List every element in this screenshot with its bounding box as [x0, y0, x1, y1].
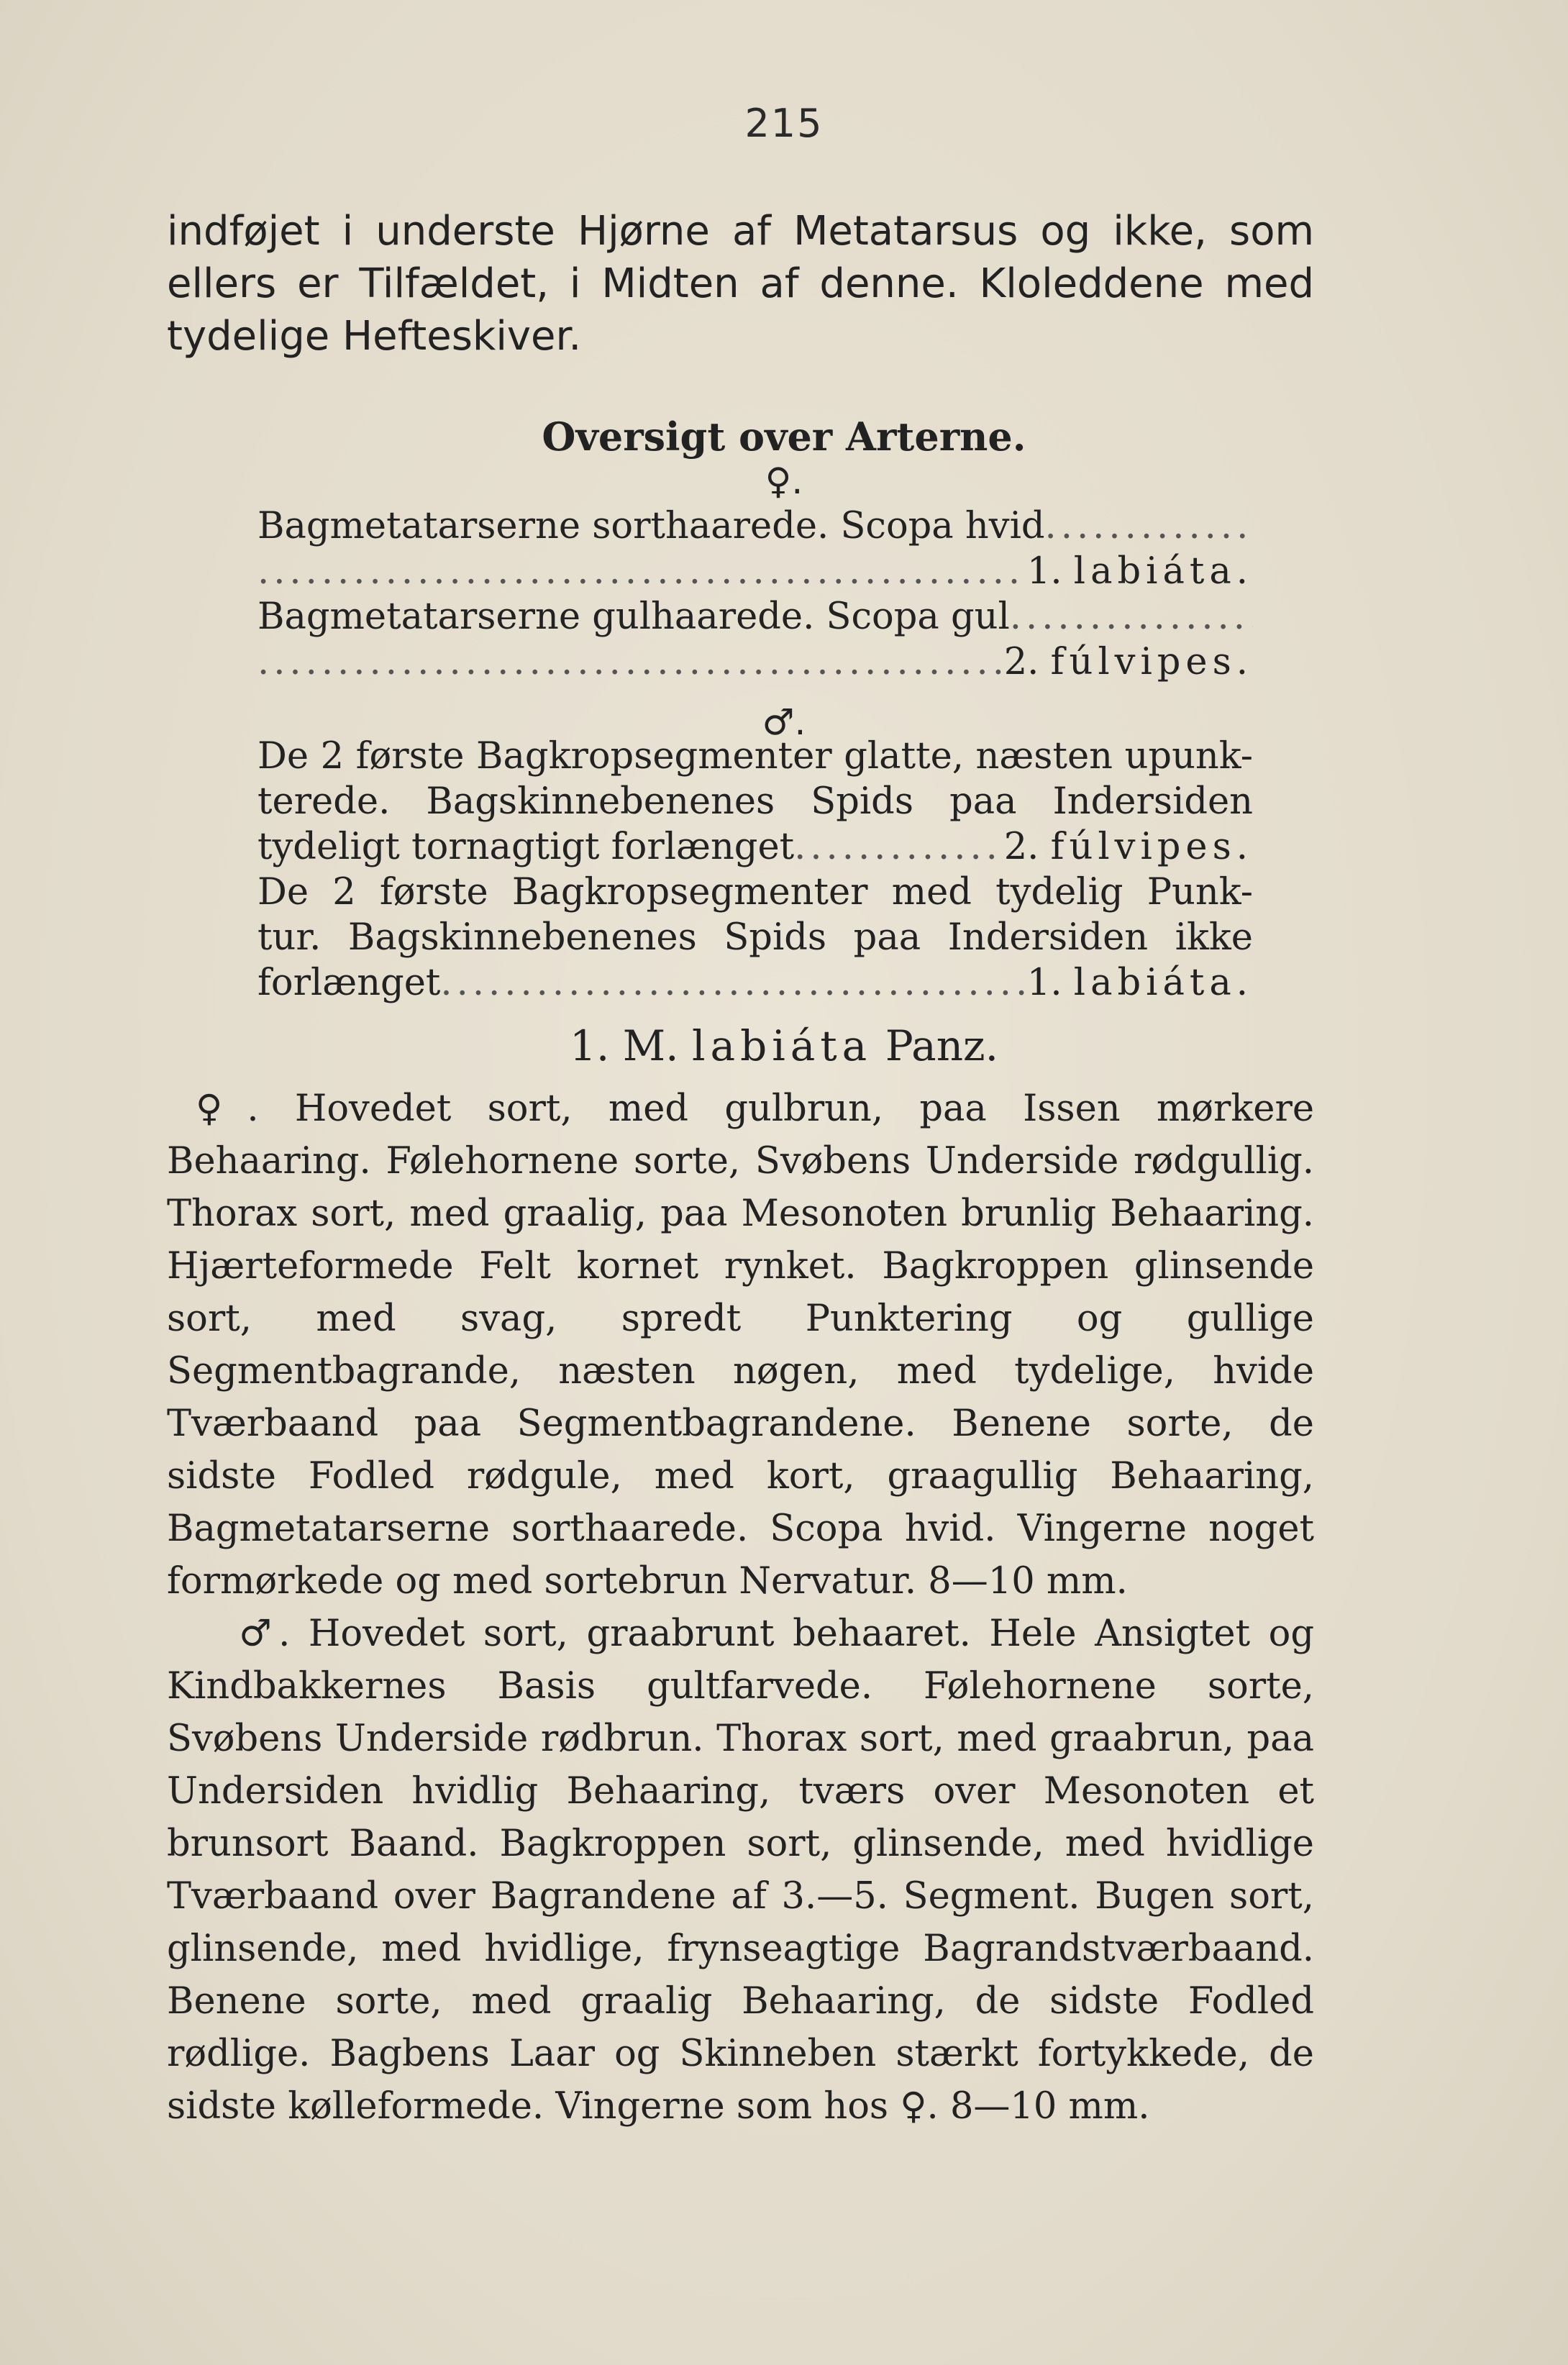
species-description	[167, 1083, 1314, 2133]
leader-dots	[257, 549, 1027, 594]
female-symbol: ♀.	[765, 460, 803, 502]
key-entry-number: 1.	[1026, 962, 1062, 1004]
leader-dots	[794, 824, 1004, 870]
key-entry-species: fúlvipes.	[1050, 826, 1253, 868]
leader-dots	[1045, 503, 1253, 549]
key-entry-line	[257, 779, 1253, 824]
key-entry-number: 2.	[1003, 826, 1039, 868]
leader-dots	[1010, 594, 1253, 639]
key-entry-line	[257, 594, 1253, 639]
key-entry-result	[257, 549, 1253, 594]
key-entry-text: Bagmetatarserne sorthaarede. Scopa hvid	[257, 505, 1045, 547]
male-key	[257, 734, 1253, 1006]
key-entry-result	[257, 639, 1253, 685]
species-author: Panz.	[885, 1021, 999, 1070]
species-name: labiáta	[691, 1021, 872, 1070]
key-entry-text: tydeligt tornagtigt forlænget	[257, 826, 795, 868]
key-entry-line	[257, 503, 1253, 549]
female-description: ♀. Hovedet sort, med gulbrun, paa Issen mørkere Behaaring. Følehornene sorte, Svøbens Underside rødgullig. Thorax sort, med graalig, paa Mesonoten brunlig Behaaring. Hjærteformede Felt kornet rynket. Bagkroppen glinsende sort, med svag, spredt Punktering og gullige Segmentbagrande, næsten nøgen, med tydelige, hvide Tværbaand paa Segmentbagrandene. Benene sorte, de sidste Fodled rødgule, med kort, graagullig Behaaring, Bagmetatarserne sorthaarede. Scopa hvid. Vingerne noget formørkede og med sortebrun Nervatur. 8—10 mm.	[167, 1088, 1314, 1603]
key-entry-text: De 2 første Bagkropsegmenter med tydelig Punk-	[257, 871, 1253, 913]
key-entry-species: labiáta.	[1073, 962, 1253, 1004]
intro-paragraph	[167, 205, 1314, 363]
key-entry-text: terede. Bagskinnebenenes Spids paa Indersiden	[257, 780, 1253, 823]
intro-text: indføjet i underste Hjørne af Metatarsus og ikke, som ellers er Tilfældet, i Midten af denne. Kloleddene med tydelige Hefteskiver.	[167, 208, 1314, 360]
key-entry-line	[257, 960, 1253, 1006]
key-entry-number: 2.	[1003, 641, 1039, 683]
key-entry-text: tur. Bagskinnebenenes Spids paa Indersiden ikke	[257, 916, 1253, 959]
key-entry-species: labiáta.	[1073, 550, 1253, 593]
key-entry-line	[257, 915, 1253, 960]
key-heading: Oversigt over Arterne.	[542, 414, 1026, 460]
male-symbol: ♂.	[762, 701, 806, 743]
key-entry-species: fúlvipes.	[1050, 641, 1253, 683]
key-entry-text: Bagmetatarserne gulhaarede. Scopa gul	[257, 596, 1010, 638]
key-entry-text: forlænget	[257, 962, 441, 1004]
key-entry-text: De 2 første Bagkropsegmenter glatte, næsten upunk-	[257, 735, 1253, 778]
female-key	[257, 503, 1253, 685]
key-entry-line	[257, 870, 1253, 915]
leader-dots	[440, 960, 1027, 1006]
leader-dots	[257, 639, 1004, 685]
male-description: ♂. Hovedet sort, graabrunt behaaret. Hele Ansigtet og Kindbakkernes Basis gultfarvede. Følehornene sorte, Svøbens Underside rødbrun. Thorax sort, med graabrun, paa Undersiden hvidlig Behaaring, tværs over Mesonoten et brunsort Baand. Bagkroppen sort, glinsende, med hvidlige Tværbaand over Bagrandene af 3.—5. Segment. Bugen sort, glinsende, med hvidlige, frynseagtige Bagrandstværbaand. Benene sorte, med graalig Behaaring, de sidste Fodled rødlige. Bagbens Laar og Skinneben stærkt fortykkede, de sidste kølleformede. Vingerne som hos ♀. 8—10 mm.	[167, 1613, 1314, 2128]
key-entry-line	[257, 824, 1253, 870]
species-number: 1. M.	[569, 1021, 679, 1070]
key-entry-number: 1.	[1026, 550, 1062, 593]
species-title	[0, 1021, 1568, 1070]
page-number: 215	[744, 101, 824, 146]
key-entry-line	[257, 734, 1253, 779]
